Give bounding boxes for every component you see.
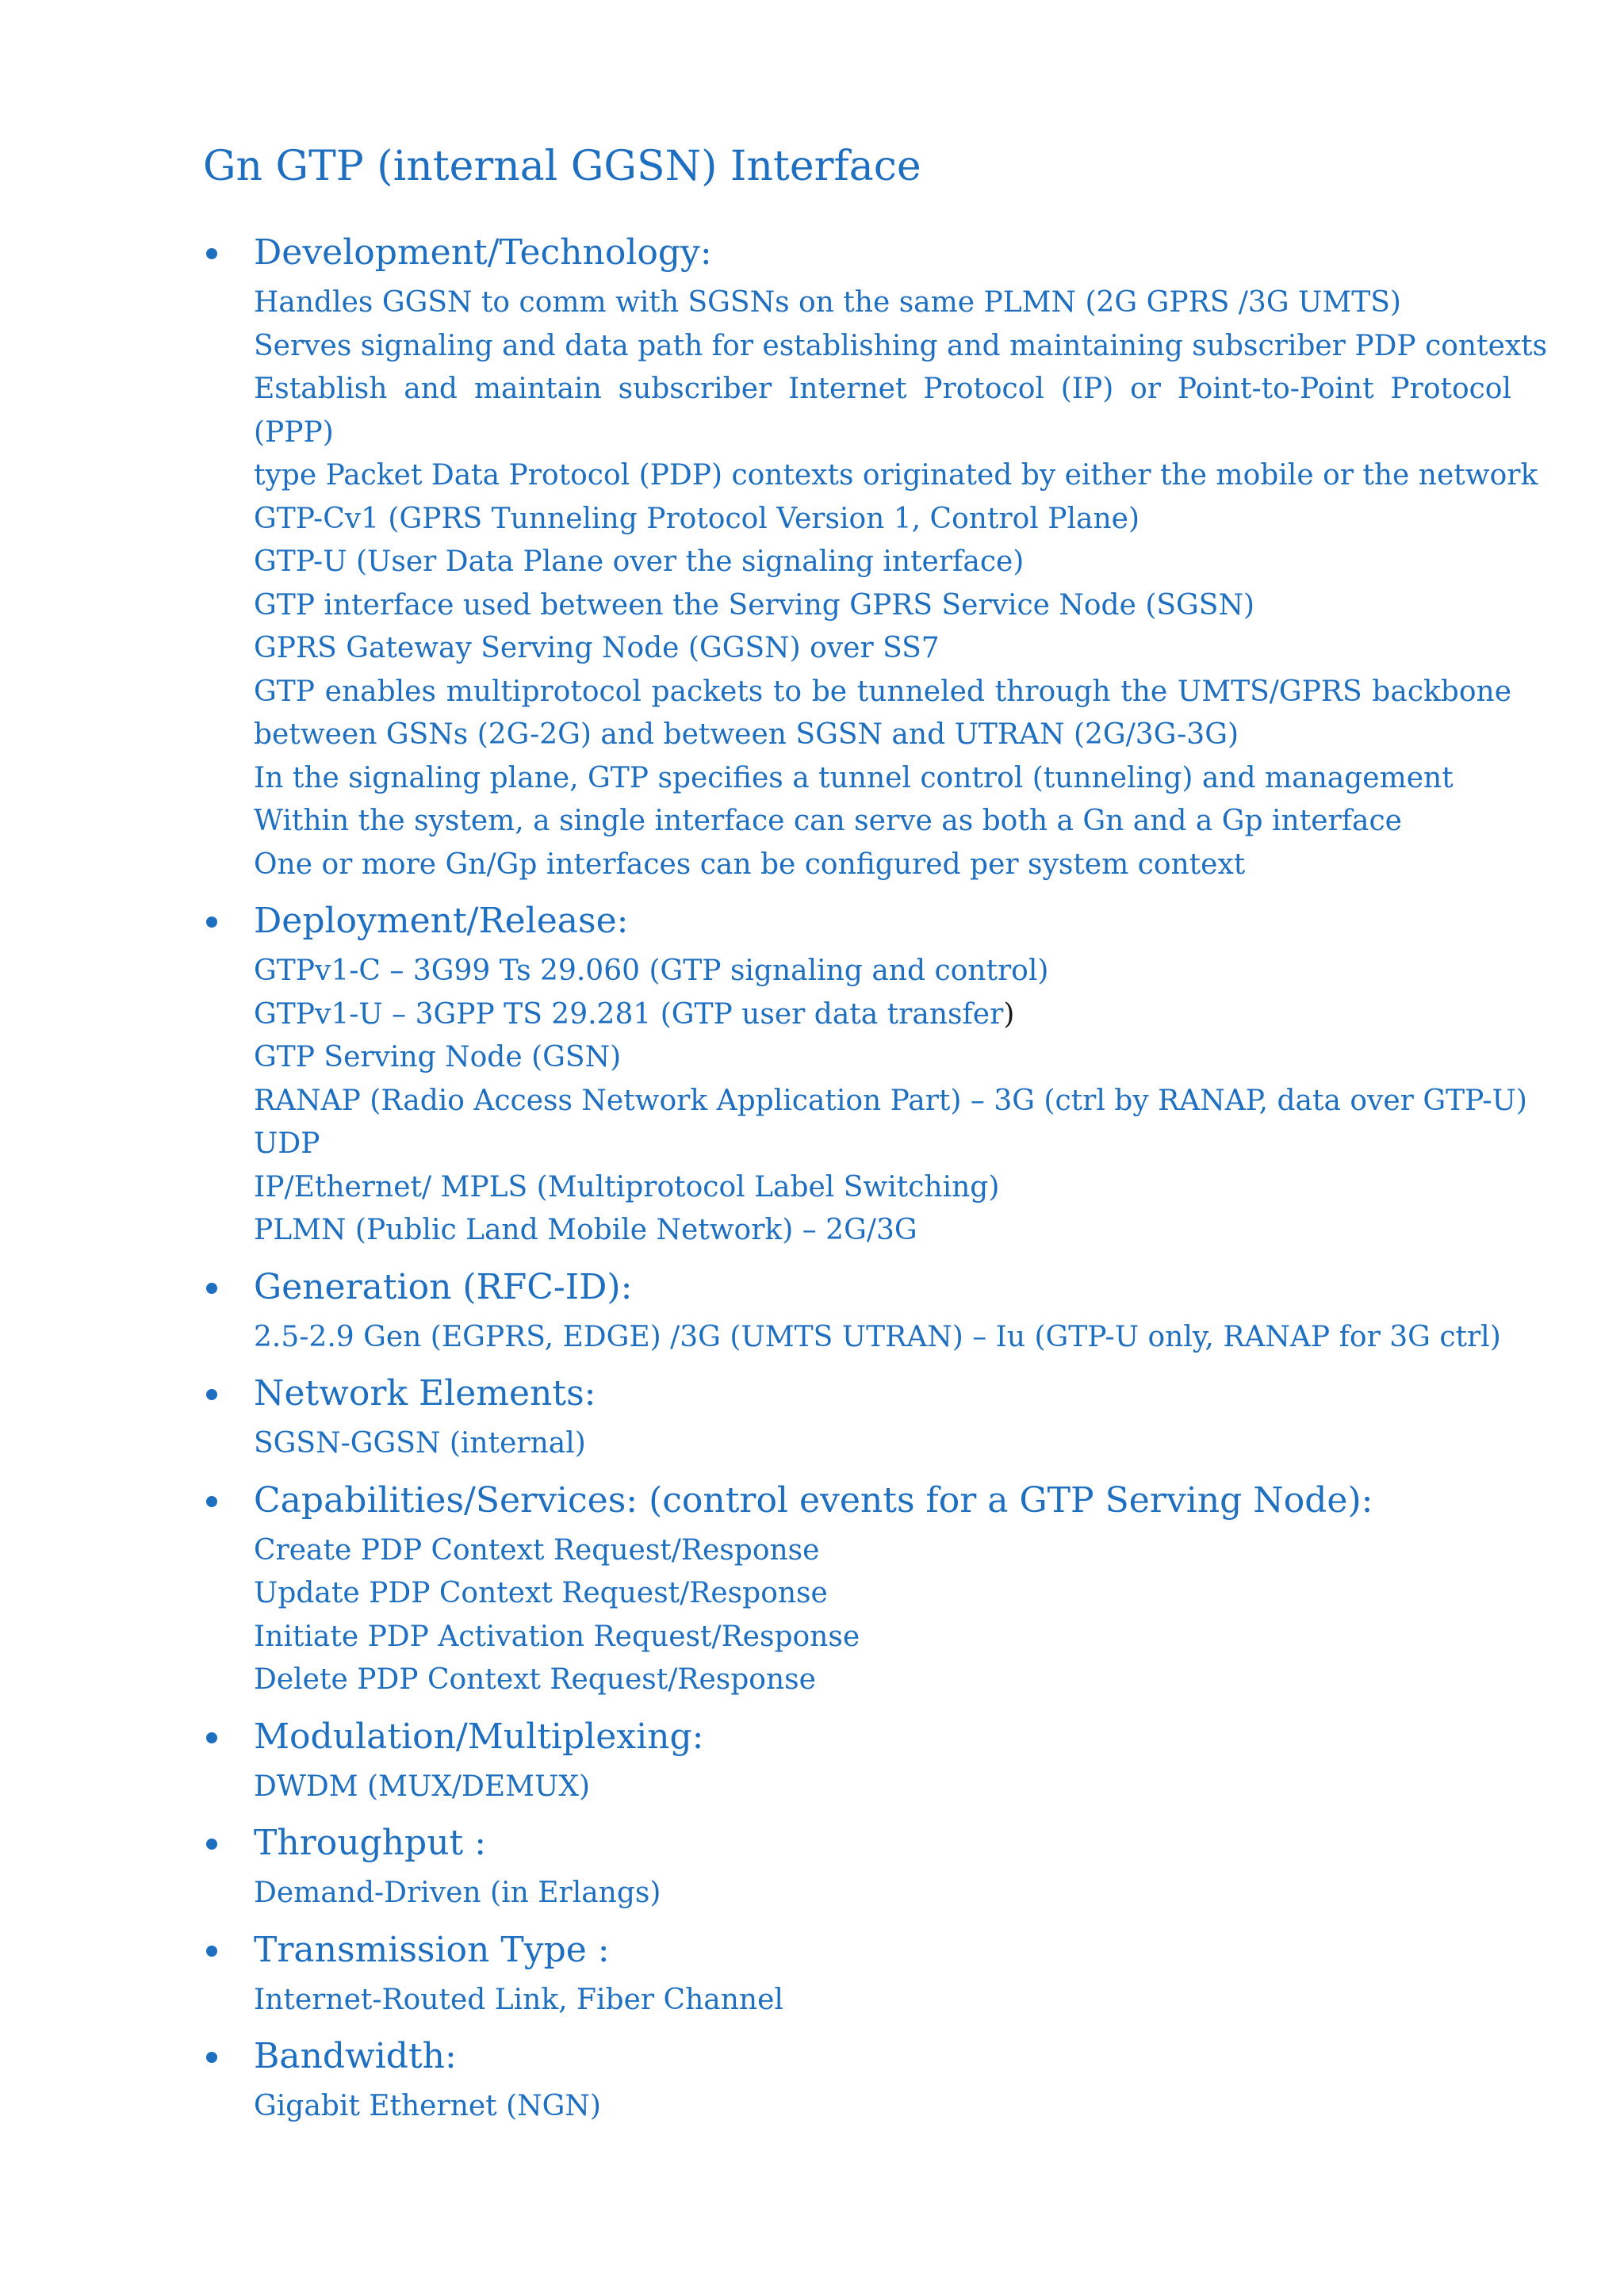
section-heading [203,2030,1511,2084]
list-item: IP/Ethernet/ MPLS (Multiprotocol Label Switching) [254,1170,1000,1203]
list-item: 2.5-2.9 Gen (EGPRS, EDGE) /3G (UMTS UTRAN) – Iu (GTP-U only, RANAP for 3G ctrl) [254,1320,1501,1353]
list-item: RANAP (Radio Access Network Application Part) – 3G (ctrl by RANAP, data over GTP-U) [254,1084,1527,1117]
section-capabilities-services [203,1474,1511,1702]
section-items [203,1529,1511,1702]
section-heading-text: Deployment/Release: [254,901,629,941]
section-list [203,226,1548,2137]
section-items [203,1422,1511,1466]
list-item: Demand-Driven (in Erlangs) [254,1877,661,1909]
list-item: One or more Gn/Gp interfaces can be configured per system context [254,848,1246,881]
bullet-icon [206,1732,217,1743]
section-items [203,1979,1511,2022]
list-item-suffix: ) [1003,997,1015,1031]
section-heading-text: Development/Technology: [254,232,712,273]
list-item: Initiate PDP Activation Request/Response [254,1620,860,1653]
section-bandwidth [203,2030,1511,2129]
section-generation [203,1261,1511,1360]
list-item: Delete PDP Context Request/Response [254,1663,816,1696]
section-heading [203,1816,1511,1870]
bullet-icon [206,1496,217,1507]
list-item: type Packet Data Protocol (PDP) contexts originated by either the mobile or the network [254,459,1538,492]
bullet-icon [206,2052,217,2063]
list-item: UDP [254,1127,320,1160]
list-item: DWDM (MUX/DEMUX) [254,1770,591,1803]
section-heading-text: Capabilities/Services: (control events for a GTP Serving Node): [254,1479,1373,1521]
list-item: In the signaling plane, GTP specifies a tunnel control (tunneling) and management [254,761,1454,794]
section-heading-text: Transmission Type : [254,1929,610,1970]
section-heading [203,1261,1511,1314]
section-heading-text: Generation (RFC-ID): [254,1266,633,1307]
bullet-icon [206,248,217,259]
list-item: GTP interface used between the Serving GPRS Service Node (SGSN) [254,588,1255,622]
section-heading-text: Network Elements: [254,1373,596,1414]
list-item: Serves signaling and data path for establishing and maintaining subscriber PDP contexts [254,329,1548,362]
list-item: Gigabit Ethernet (NGN) [254,2090,601,2122]
list-item [254,993,1511,1037]
section-items [203,1872,1511,1915]
list-item: between GSNs (2G-2G) and between SGSN and UTRAN (2G/3G-3G) [254,718,1239,751]
section-heading-text: Throughput : [254,1823,487,1863]
bullet-icon [206,1946,217,1957]
section-development-technology [203,226,1548,886]
section-items [203,950,1527,1253]
page-title: Gn GTP (internal GGSN) Interface [203,143,921,190]
section-items [203,1316,1511,1360]
list-item: GTPv1-C – 3G99 Ts 29.060 (GTP signaling and control) [254,955,1049,987]
bullet-icon [206,1839,217,1850]
list-item: SGSN-GGSN (internal) [254,1427,586,1460]
section-modulation-multiplexing [203,1710,1511,1809]
list-item-text: GTPv1-U – 3GPP TS 29.281 (GTP user data transfer [254,997,1004,1031]
section-heading [203,894,1511,948]
list-item: GTP enables multiprotocol packets to be tunneled through the UMTS/GPRS backbone [254,675,1511,708]
section-heading [203,226,1511,280]
section-transmission-type [203,1923,1511,2022]
list-item: Update PDP Context Request/Response [254,1577,828,1609]
section-items [203,1766,1511,1809]
list-item: Within the system, a single interface can serve as both a Gn and a Gp interface [254,805,1402,837]
section-items [203,281,1548,886]
section-heading [203,1710,1511,1764]
section-throughput [203,1816,1511,1915]
section-heading [203,1367,1511,1421]
list-item: Create PDP Context Request/Response [254,1533,820,1567]
section-items [203,2085,1511,2129]
section-heading-text: Bandwidth: [254,2036,457,2076]
list-item: PLMN (Public Land Mobile Network) – 2G/3G [254,1214,917,1246]
list-item: GTP Serving Node (GSN) [254,1041,622,1073]
list-item: GTP-U (User Data Plane over the signaling interface) [254,545,1025,578]
section-deployment-release [203,894,1527,1253]
bullet-icon [206,1283,217,1294]
bullet-icon [206,1389,217,1400]
list-item: GTP-Cv1 (GPRS Tunneling Protocol Version 1, Control Plane) [254,502,1140,535]
section-heading-text: Modulation/Multiplexing: [254,1716,704,1757]
section-heading [203,1474,1511,1528]
list-item: GPRS Gateway Serving Node (GGSN) over SS7 [254,632,940,664]
list-item: Handles GGSN to comm with SGSNs on the same PLMN (2G GPRS /3G UMTS) [254,286,1401,319]
section-heading [203,1923,1511,1977]
list-item: Establish and maintain subscriber Internet Protocol (IP) or Point-to-Point Protocol (PPP) [254,373,1511,449]
bullet-icon [206,916,217,928]
list-item: Internet-Routed Link, Fiber Channel [254,1983,783,2016]
section-network-elements [203,1367,1511,1466]
